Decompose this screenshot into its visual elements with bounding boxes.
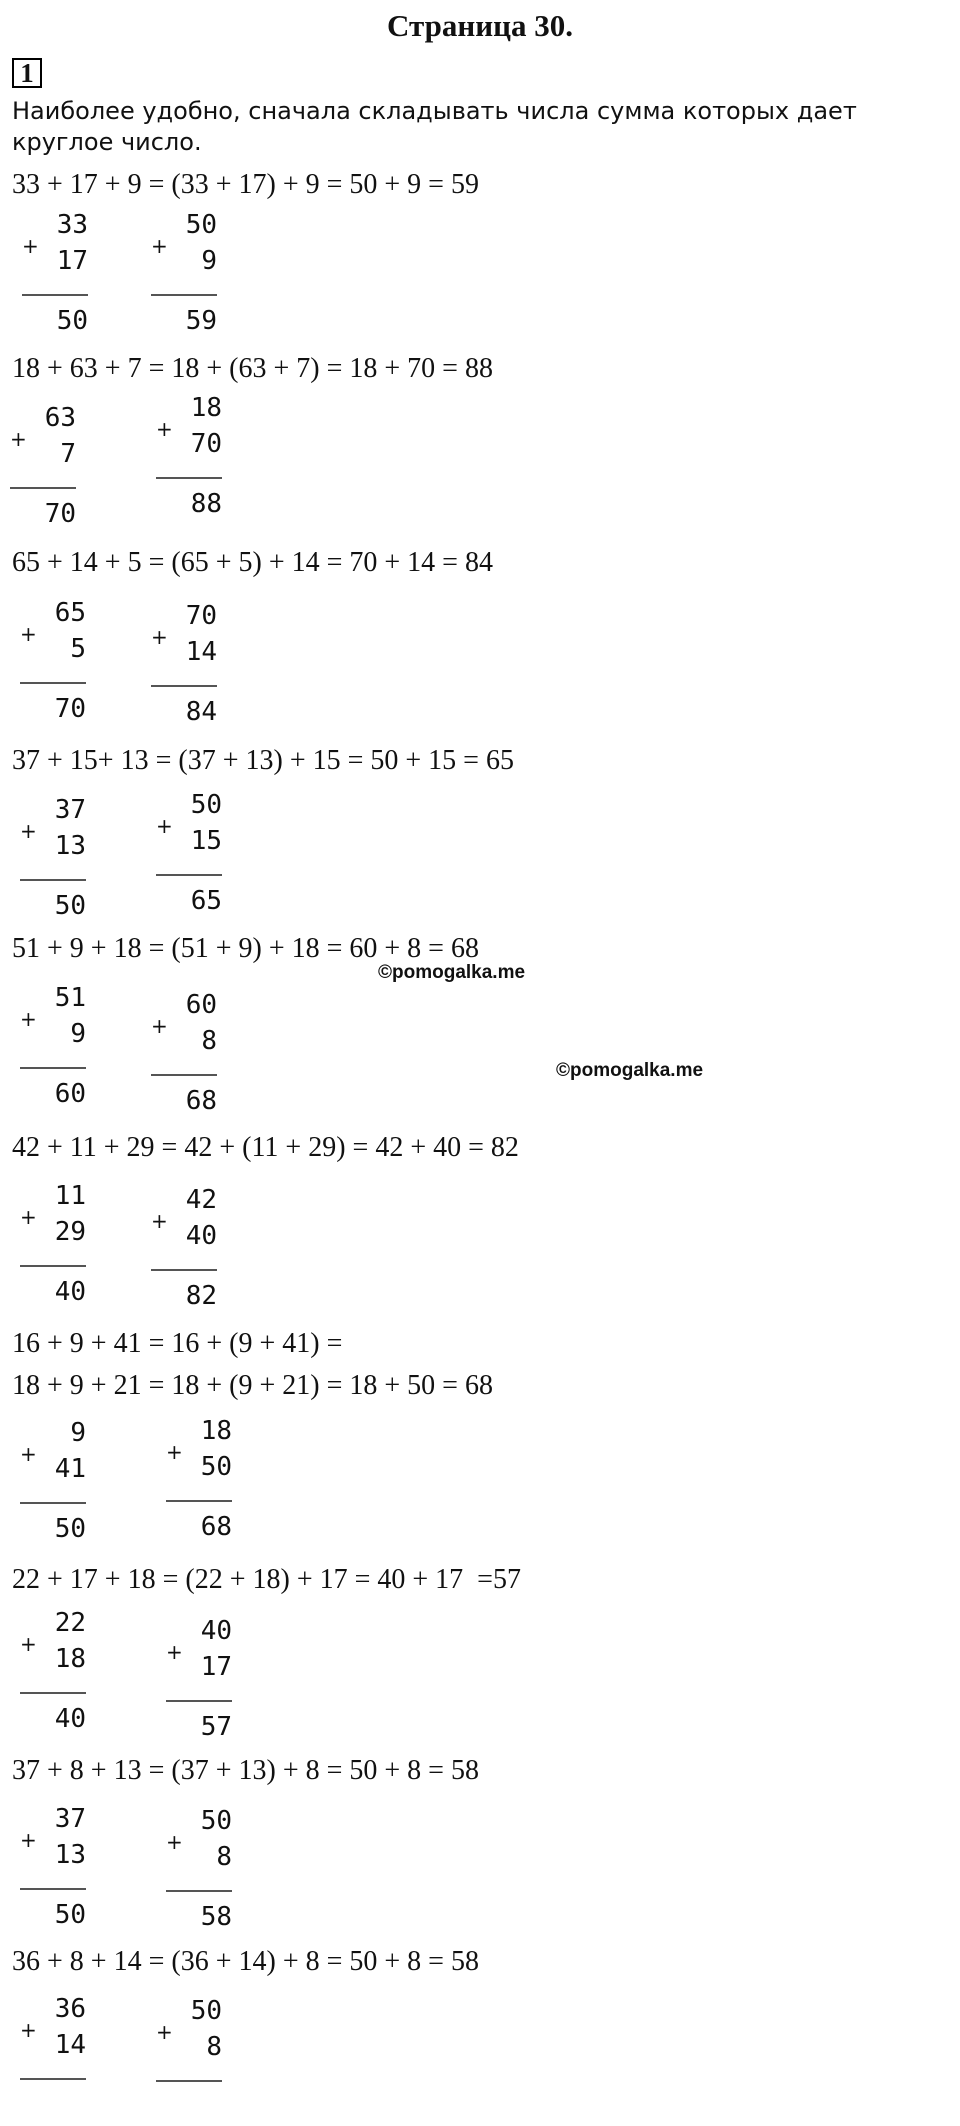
addend: 5 [70, 634, 86, 664]
task-intro: Наиболее удобно, сначала складывать числа сумма которых дает круглое число. [12, 97, 857, 156]
task-number-box: 1 [12, 58, 42, 88]
column-addition [14, 1181, 104, 1311]
addend: 50 [190, 1996, 222, 2026]
addend: 15 [190, 826, 222, 856]
column-addition [150, 790, 240, 920]
sum-result: 65 [190, 886, 222, 916]
addend: 50 [200, 1452, 232, 1482]
sum-result: 50 [56, 306, 88, 336]
equation: 18 + 9 + 21 = 18 + (9 + 21) = 18 + 50 = 68 [12, 1370, 493, 1401]
page-title: Страница 30. [387, 8, 573, 43]
sum-line [156, 477, 222, 479]
plus-sign: + [20, 1205, 37, 1229]
plus-sign: + [166, 1440, 183, 1464]
column-addition [145, 210, 235, 340]
sum-line [20, 1502, 86, 1504]
addend: 14 [54, 2030, 86, 2060]
sum-line [20, 2078, 86, 2080]
plus-sign: + [20, 1442, 37, 1466]
addend: 50 [185, 210, 217, 240]
addend: 18 [190, 393, 222, 423]
sum-result: 58 [200, 1902, 232, 1932]
addend: 18 [54, 1644, 86, 1674]
equation: 16 + 9 + 41 = 16 + (9 + 41) = [12, 1328, 343, 1359]
watermark: ©pomogalka.me [556, 1060, 704, 1081]
addend: 70 [190, 429, 222, 459]
addend: 60 [185, 990, 217, 1020]
equation: 37 + 8 + 13 = (37 + 13) + 8 = 50 + 8 = 58 [12, 1755, 479, 1786]
sum-line [166, 1700, 232, 1702]
addend: 11 [54, 1181, 86, 1211]
plus-sign: + [20, 1632, 37, 1656]
column-addition [16, 210, 106, 340]
sum-line [10, 487, 76, 489]
equation: 42 + 11 + 29 = 42 + (11 + 29) = 42 + 40 = 82 [12, 1132, 519, 1163]
sum-line [20, 1067, 86, 1069]
sum-result: 40 [54, 1704, 86, 1734]
equation: 36 + 8 + 14 = (36 + 14) + 8 = 50 + 8 = 58 [12, 1946, 479, 1977]
sum-result: 50 [54, 891, 86, 921]
addend: 18 [200, 1416, 232, 1446]
plus-sign: + [20, 1007, 37, 1031]
sum-result: 50 [54, 1514, 86, 1544]
sum-result: 70 [44, 499, 76, 529]
plus-sign: + [156, 814, 173, 838]
sum-result: 60 [54, 1079, 86, 1109]
addend: 50 [190, 790, 222, 820]
sum-line [151, 294, 217, 296]
equation: 33 + 17 + 9 = (33 + 17) + 9 = 50 + 9 = 59 [12, 169, 479, 200]
sum-line [166, 1890, 232, 1892]
sum-result: 70 [54, 694, 86, 724]
column-addition [14, 1994, 104, 2124]
sum-result: 68 [185, 1086, 217, 1116]
equation: 65 + 14 + 5 = (65 + 5) + 14 = 70 + 14 = 84 [12, 547, 493, 578]
addend: 7 [60, 439, 76, 469]
column-addition [160, 1616, 250, 1746]
sum-line [20, 1888, 86, 1890]
sum-result: 59 [185, 306, 217, 336]
addend: 42 [185, 1185, 217, 1215]
sum-line [156, 2080, 222, 2082]
addend: 50 [200, 1806, 232, 1836]
sum-result: 84 [185, 697, 217, 727]
addend: 65 [54, 598, 86, 628]
equation: 18 + 63 + 7 = 18 + (63 + 7) = 18 + 70 = 88 [12, 353, 493, 384]
plus-sign: + [156, 2020, 173, 2044]
column-addition [160, 1416, 250, 1546]
plus-sign: + [166, 1830, 183, 1854]
addend: 36 [54, 1994, 86, 2024]
sum-line [20, 879, 86, 881]
addend: 17 [200, 1652, 232, 1682]
addend: 9 [70, 1019, 86, 1049]
column-addition [160, 1806, 250, 1936]
sum-result: 50 [54, 1900, 86, 1930]
sum-line [20, 682, 86, 684]
sum-line [22, 294, 88, 296]
column-addition [14, 1608, 104, 1738]
plus-sign: + [151, 234, 168, 258]
addend: 17 [56, 246, 88, 276]
column-addition [4, 403, 94, 533]
plus-sign: + [20, 1828, 37, 1852]
sum-line [20, 1692, 86, 1694]
column-addition [14, 983, 104, 1113]
column-addition [14, 1418, 104, 1548]
plus-sign: + [22, 234, 39, 258]
addend: 9 [201, 246, 217, 276]
addend: 63 [44, 403, 76, 433]
addend: 41 [54, 1454, 86, 1484]
addend: 13 [54, 831, 86, 861]
column-addition [145, 990, 235, 1120]
plus-sign: + [166, 1640, 183, 1664]
addend: 51 [54, 983, 86, 1013]
watermark: ©pomogalka.me [378, 962, 526, 983]
sum-line [156, 874, 222, 876]
plus-sign: + [151, 1014, 168, 1038]
sum-result: 82 [185, 1281, 217, 1311]
addend: 40 [200, 1616, 232, 1646]
column-addition [14, 598, 104, 728]
addend: 9 [70, 1418, 86, 1448]
sum-line [151, 1269, 217, 1271]
plus-sign: + [20, 2018, 37, 2042]
sum-line [151, 685, 217, 687]
addend: 8 [216, 1842, 232, 1872]
equation: 22 + 17 + 18 = (22 + 18) + 17 = 40 + 17 =57 [12, 1564, 521, 1595]
addend: 37 [54, 795, 86, 825]
column-addition [145, 601, 235, 731]
plus-sign: + [151, 1209, 168, 1233]
plus-sign: + [156, 417, 173, 441]
addend: 13 [54, 1840, 86, 1870]
sum-line [151, 1074, 217, 1076]
addend: 8 [201, 1026, 217, 1056]
addend: 29 [54, 1217, 86, 1247]
sum-result: 40 [54, 1277, 86, 1307]
addend: 70 [185, 601, 217, 631]
sum-result: 68 [200, 1512, 232, 1542]
plus-sign: + [20, 819, 37, 843]
addend: 22 [54, 1608, 86, 1638]
addend: 37 [54, 1804, 86, 1834]
column-addition [150, 393, 240, 523]
addend: 8 [206, 2032, 222, 2062]
sum-line [166, 1500, 232, 1502]
plus-sign: + [151, 625, 168, 649]
sum-line [20, 1265, 86, 1267]
column-addition [150, 1996, 240, 2126]
sum-result: 88 [190, 489, 222, 519]
column-addition [14, 795, 104, 925]
addend: 33 [56, 210, 88, 240]
addend: 40 [185, 1221, 217, 1251]
column-addition [145, 1185, 235, 1315]
equation: 37 + 15+ 13 = (37 + 13) + 15 = 50 + 15 = 65 [12, 745, 514, 776]
equation: 51 + 9 + 18 = (51 + 9) + 18 = 60 + 8 = 68 [12, 933, 479, 964]
sum-result: 57 [200, 1712, 232, 1742]
plus-sign: + [10, 427, 27, 451]
addend: 14 [185, 637, 217, 667]
column-addition [14, 1804, 104, 1934]
plus-sign: + [20, 622, 37, 646]
